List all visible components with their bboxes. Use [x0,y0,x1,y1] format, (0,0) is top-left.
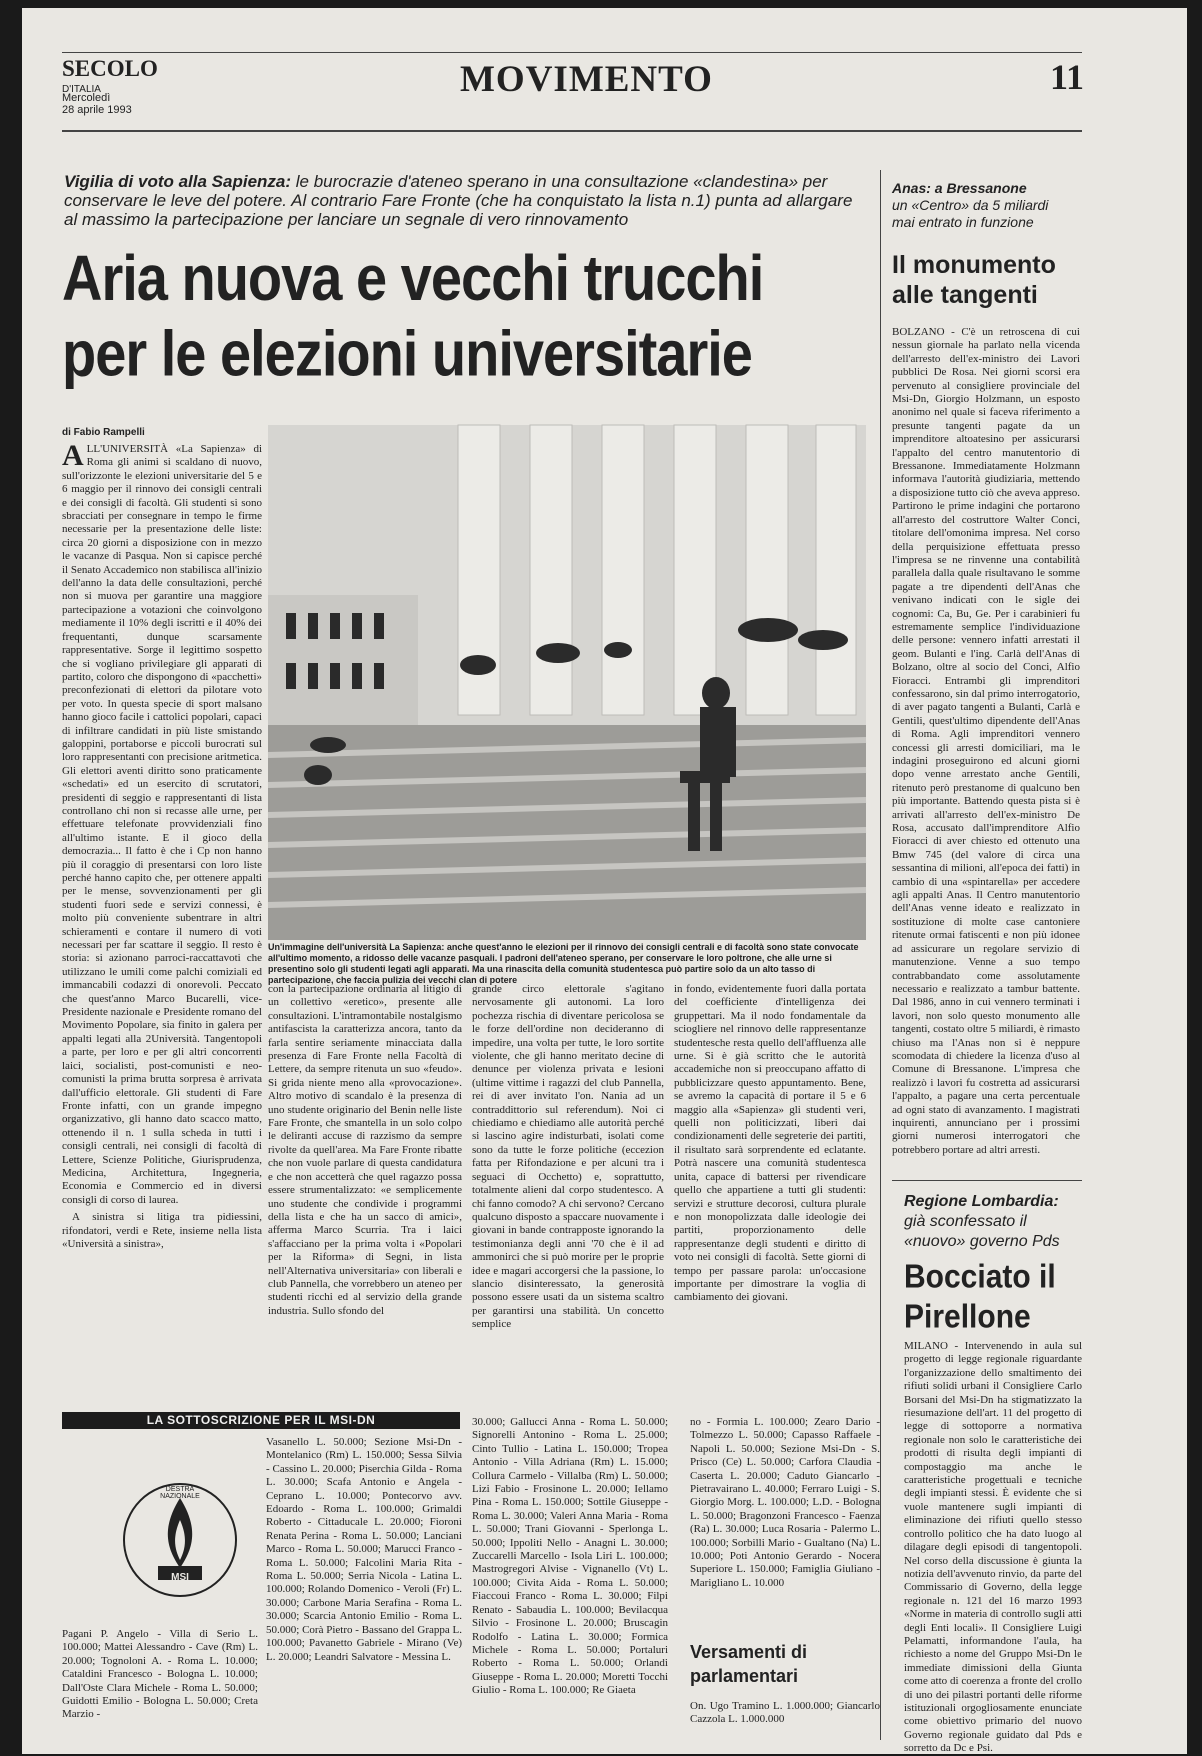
section-title: MOVIMENTO [460,59,713,100]
main-col-2: con la partecipazione ordinaria al litigio di un collettivo «eretico», presente alle consultazioni. L'intramontabile nostalgismo antifascista la caratterizza ancora, tanto da farla sentire seriamente minacciata dalla presenza di Fare Fronte nella Facoltà di Lettere, da sempre ritenuta un suo «feudo». Si grida niente meno alla «provocazione». Altro motivo di scandalo è la presenza di uno studente originario del Benin nelle liste Fare Fronte, che smantella in un solo colpo le deliranti accuse di razzismo da sempre rivolte da quell'area. Ma Fare Fronte ribatte che non vuole parlare di questa candidatura e che non accetterà che quel ragazzo possa essere strumentalizzato: «e semplicemente uno studente che condivide i programmi della lista e che ha un sacco di amici», afferma Marco Scurria. Tra i laici s'affacciano per la prima volta i «Popolari per la Riforma» di Segni, in lista nell'Alternativa universitaria» con liberali e club Pannella, che vorrebbero un ateneo per studenti ricchi ed al servizio della grande industria. Sullo sfondo del [268,983,462,1317]
page-number: 11 [1050,57,1085,97]
byline: di Fabio Rampelli [62,427,145,438]
lombardia-rule [892,1180,1082,1181]
masthead-date: Mercoledì 28 aprile 1993 [62,92,132,116]
main-col-1: ALL'UNIVERSITÀ «La Sapienza» di Roma gli animi si scaldano di nuovo, sull'orizzonte le elezioni universitarie del 5 e 6 maggio per il rinnovo dei consigli centrali e dei consigli di facoltà. Gli studenti si sono sbracciati per consegnare in tempo le firme necessarie per la presentazione delle liste: circa 20 giorni a disposizione con in mezzo le vacanze di Pasqua. Non si capisce perché il Senato Accademico non stabilisca all'inizio dell'anno la data delle consultazioni, perché non si muova per garantire una maggiore partecipazione a votazioni che coinvolgono mediamente il 10% degli iscritti e il 40% dei frequentanti, dunque scarsamente rappresentative. Sorge il legittimo sospetto che si vogliano privilegiare gli apparati di partito, coloro che dispongono di «pacchetti» preconfezionati di elettori da pilotare voto per voto. In questa specie di sport malsano hanno gioco facile i cattolici popolari, capaci di infiltrare candidati in più liste smistando galoppini, portaborse e piccoli burocrati sul loro rappresentanti con precisione aritmetica. Gli elettori aventi diritto sono praticamente «schedati» ed un esercito di scrutatori, presidenti di seggio e rappresentanti di lista controllano chi non si recasse alle urne, per effettuare telefonate provvidenziali fino all'ultimo istante. E il gioco della democrazia... Il fatto è che i Cp non hanno più il coraggio di presentarsi con loro liste perché hanno capito che, per ottenere appalti per le mense, sovvenzionamenti per gli studenti fuori sede e servizi connessi, è molto più conveniente subentrare in altri schieramenti e contare il numero di voti necessari per far scattare il seggio. Il resto è storia: si azionano parroci-raccattavoti che utilizzano le umili come palchi comiziali ed immancabili codazzi di onorevoli. Peccato che quest'anno Marco Bucarelli, vice-Presidente nazionale e Presidente romano del Movimento Popolare, sia finito in galera per appalti legati alla 2Università. Tangentopoli a parte, per loro e per gli altri concorrenti laici, socialisti, post-comunisti e neo-comunisti la prima brutta sorpresa è arrivata dall'ufficio elettorale. Gli studenti di Fare Fronte infatti, con un grande impegno organizzativo, gli hanno dato scacco matto, ottenendo il n. 1 sulla scheda in tutti i consigli centrali, nei consigli di facoltà di Lettere, Scienze Politiche, Giurisprudenza, Medicina, Architettura, Ingegneria, Economia e Commercio ed in diversi consigli di corso di laurea. A sinistra si litiga tra pidiessini, rifondatori, verdi e Rete, insieme nella lista «Università a sinistra», [62,439,262,1250]
main-headline: Aria nuova e vecchi trucchi per le elezioni universitarie [62,241,764,390]
subscription-col-3: 30.000; Gallucci Anna - Roma L. 50.000; Signorelli Antonino - Roma L. 25.000; Cinto Tullio - Latina L. 150.000; Tropea Antonio - Villa Adriana (Rm) L. 15.000; Collura Carmelo - Villalba (Rm) L. 50.000; Lizi Fabio - Frosinone L. 20.000; Iellamo Pina - Roma L. 150.000; Sottile Giuseppe - Roma L. 30.000; Valeri Anna Maria - Roma L. 50.000; Trani Giovanni - Sperlonga L. 50.000; Ippoliti Nello - Anagni L. 30.000; Zuccarelli Marcello - Isola Liri L. 100.000; Mastrogregori Alvise - Vignanello (Vt) L. 100.000; Civita Aida - Roma L. 50.000; Fiaccoui Franco - Roma L. 30.000; Filpi Renato - Sabaudia L. 100.000; Bevilacqua Silvio - Frosinone L. 20.000; Bruscagin Rodolfo - Latina L. 30.000; Formica Michele - Roma L. 50.000; Portaluri Roberto - Roma L. 50.000; Orlandi Giuseppe - Roma L. 20.000; Moretti Tocchi Giulio - Roma L. 100.000; Re Giaeta [472,1416,668,1697]
subscription-col-4: no - Formia L. 100.000; Zearo Dario - Tolmezzo L. 50.000; Capasso Raffaele - Napoli L. 50.000; Sezione Msi-Dn - S. Prisco (Ce) L. 50.000; Carfora Claudia - Caserta L. 20.000; Caduto Giancarlo - Pietravairano L. 40.000; Ferraro Luigi - S. Giorgio Morg. L. 100.000; L.D. - Bologna L. 50.000; Bragonzoni Francesco - Faenza (Ra) L. 30.000; Luca Rosaria - Palermo L. 100.000; Sorbilli Mario - Gualtano (Na) L. 10.000; Poti Antonio Gerardo - Nocera Superiore L. 150.000; Famiglia Giuliano - Marigliano L. 10.000 [690,1416,880,1589]
lombardia-kicker: Regione Lombardia: già sconfessato il «nuovo» governo Pds [904,1193,1060,1250]
masthead-rule-bottom [62,130,1082,132]
versamenti-headline: Versamenti di parlamentari [690,1642,808,1686]
column-divider-right [880,170,881,1740]
lombardia-headline: Bocciato il Pirellone [904,1259,1056,1335]
anas-headline: Il monumento alle tangenti [892,251,1056,309]
subscription-col-1: Pagani P. Angelo - Villa di Serio L. 100.000; Mattei Alessandro - Cave (Rm) L. 20.000; Tognoloni A. - Roma L. 10.000; Cataldini Francesco - Bologna L. 10.000; Dall'Oste Clara Michele - Roma L. 50.000; Guidotti Emilio - Bologna L. 50.000; Creta Marzio - [62,1628,258,1721]
main-col-3: grande circo elettorale s'agitano nervosamente gli autonomi. La loro pochezza rischia di diventare pericolosa se le forze dell'ordine non decideranno di impedire, una volta per tutte, le loro sortite violente, che gli hanno meritato decine di denunce per violenza privata e lesioni (ultime vittime i ragazzi del club Pannella, rei di aver invitato l'on. Nania ad un contraddittorio sul referendum). Noi ci chiediamo e chiediamo alle autorità perché si lascino agire indisturbati, isolati come sono da tutte le forze politiche (eccezion fatta per Rifondazione e per alcuni tra i seguaci di Occhetto) e, soprattutto, totalmente alieni dal corpo studentesco. A chi fanno comodo? A chi servono? Cercano qualcuno disposto a spaccare nuovamente i giovani in bande contrapposte ignorando la testimonianza degli anni '70 che è il ad ammonirci che si può morire per le proprie idee e magari accorgersi che la passione, lo slancio disinteressato, la generosità possono essere usati da un sistema scaltro per garantirsi una stabilità. Un concetto semplice [472,983,664,1331]
masthead-logo: SECOLO D'ITALIA [62,56,158,95]
logo-label: MSI [171,1572,189,1583]
subscription-banner: LA SOTTOSCRIZIONE PER IL MSI-DN [62,1412,460,1429]
main-kicker: Vigilia di voto alla Sapienza: le burocrazie d'ateneo sperano in una consultazione «clandestina» per conservare le leve del potere. Al contrario Fare Fronte (che ha conquistato la lista n.1) punta ad allargare al massimo la partecipazione per lanciare un segnale di vero rinnovamento [64,172,853,229]
anas-kicker: Anas: a Bressanone un «Centro» da 5 miliardi mai entrato in funzione [892,180,1049,230]
university-photo [268,425,866,940]
anas-body: BOLZANO - C'è un retroscena di cui nessun giornale ha parlato nella vicenda dell'arresto dell'ex-ministro dei Lavori pubblici De Rosa. Nei giorni scorsi era pervenuto al consigliere provinciale del Msi-Dn, Giorgio Holzmann, un esposto anonimo nel quale si faceva riferimento a presunte tangenti pagate da un imprenditore altoatesino per assicurarsi l'appalto del centro manutentorio di Bressanone. Immediatamente Holzmann informava l'autorità giudiziaria, mettendo a disposizione tutto ciò che aveva appreso. Partirono le prime indagini che portarono all'arresto del costruttore Walter Conci, titolare dell'omonima impresa. Nel corso della perquisizione effettuata presso l'impresa se ne rinvenne una contabilità parallela dalla quale risultavano le somme pagate a tre dipendenti dell'Anas che venivano indicati con le sigle dei cognomi: Ca, Bu, Ge. Per i carabinieri fu estremamente semplice l'individuazione delle persone: vennero infatti arrestati il geom. Bulanti e l'ing. Carlà dell'Anas di Bolzano, oltre al socio del Conci, Alfio Fioracci. Entrambi gli imprenditori confessarono, sin dal primo interrogatorio, di aver pagato tangenti a Bulanti, Carlà e Gentili, quest'ultimo dipendente dell'Anas di Roma. Agli imprenditori vennero concessi gli arresti domiciliari, ma le indagini proseguirono ed alcuni giorni dopo venne arrestato anche Gentili, ritenuto però prestanome di qualcuno ben più importante. Battendo questa pista si è arrivati all'arresto dell'ex-ministro De Rosa, accusato dall'imprenditore Alfio Fioracci di aver chiesto ed ottenuto una Bmw 745 (del valore di circa una sessantina di milioni, all'epoca dei fatti) in cambio di una «spintarella» per accedere agli appalti Anas. Il Centro manutentorio dell'Anas venne ideato e realizzato in sostituzione di molte case cantoniere ritenute ormai fatiscenti e non più idonee ad assicurare un regolare servizio di manutenzione. Venne a suo tempo contrabbandato come assolutamente necessario e realizzato a tambur battente. Dal 1986, anno in cui vennero terminati i lavori, non solo questo monumento alle tangenti, costato oltre 5 miliardi, è rimasto chiuso ma l'Anas non si è neppure scomodata di chiedere la licenza d'uso al Comune di Bressanone. L'impresa che realizzò i lavori fu costretta ad assicurarsi l'appalto, a pagare una certa percentuale ad ogni stato di avanzamento. I magistrati inquirenti, annunciano per i prossimi giorni numerosi interrogatori che potrebbero portare ad altri arresti. [892,326,1080,1156]
photo-caption: Un'immagine dell'università La Sapienza: anche quest'anno le elezioni per il rinnovo dei consigli centrali e di facoltà sono state convocate all'ultimo momento, a ridosso delle vacanze pasquali. I padroni dell'ateneo sperano, per conservare le loro poltrone, che alle urne si presentino solo gli studenti legati agli apparati. Ma una rinascita della comunità studentesca può partire solo da un alto tasso di partecipazione, che faccia pulizia dei vecchi clan di potere [268,942,859,985]
masthead-rule [62,52,1082,53]
logo-text: DESTRA NAZIONALE [160,1486,200,1500]
main-col-4: in fondo, evidentemente fuori dalla portata del coefficiente d'intelligenza dei gruppettari. Ma il nodo fondamentale da sciogliere nel rinnovo delle rappresentanze studentesche resta quello dell'affluenza alle urne. Si è già scritto che le autorità accademiche non si preoccupano affatto di pubblicizzare questo appuntamento. Bene, se avremo la capacità di portare il 5 e 6 maggio alla «Sapienza» gli studenti veri, quelli non politicizzati, liberi dai condizionamenti delle segreterie dei partiti, il risultato sarà sorprendente ed eclatante. Potrà nascere una comunità studentesca unita, capace di battersi per rivendicare quello che appartiene a tutti gli studenti: servizi e strutture decorosi, cultura plurale e non monopolizzata dalle ideologie dei partiti, proporzionamento delle rappresentanze degli studenti e diritto di voto nei consigli di facoltà. Sette giorni di tempo per passare parola: un'occasione importante per dimostrare la voglia di cambiamento dei giovani. [674,983,866,1304]
subscription-col-2: Vasanello L. 50.000; Sezione Msi-Dn - Montelanico (Rm) L. 150.000; Sessa Silvia - Cassino L. 20.000; Piserchia Gilda - Roma L. 30.000; Scafa Antonio e Angela - Ceprano L. 10.000; Pontecorvo avv. Edoardo - Roma L. 100.000; Grimaldi Roberto - Cittaducale L. 20.000; Fioroni Renata Perina - Roma L. 50.000; Lanciani Marco - Roma L. 50.000; Marucci Franco - Roma L. 50.000; Falcolini Maria Rita - Roma L. 50.000; Serria Nicola - Latina L. 100.000; Rolando Domenico - Veroli (Fr) L. 30.000; Carbone Maria Serafina - Roma L. 30.000; Scarcia Antonio Emilio - Roma L. 50.000; Corà Pietro - Bassano del Grappa L. 100.000; Pavanetto Gabriele - Mirano (Ve) L. 20.000; Leandri Salvatore - Messina L. [266,1436,462,1663]
versamenti-body: On. Ugo Tramino L. 1.000.000; Giancarlo Cazzola L. 1.000.000 [690,1700,880,1726]
lombardia-body: MILANO - Intervenendo in aula sul progetto di legge regionale riguardante l'organizzazione dello smaltimento dei rifiuti solidi urbani il Consigliere Carlo Borsani del Msi-Dn ha stigmatizzato la riesumazione dell'art. 11 del progetto di legge di sottoporre a normativa regionale non solo le caratteristiche dei prodotti di risulta degli impianti di compostaggio ma anche le caratteristiche progettuali e tecniche degli impianti stessi. È evidente che si vuole mantenere sugli impianti di eliminazione dei rifiuti quello stesso controllo politico che ha dato luogo al dilagare degli episodi di tangentopoli. Nel corso della discussione è giunta la notizia dell'avvenuto rinvio, da parte del Commissario di Governo, della legge regionale n. 121 del 16 marzo 1993 «Norme in materia di controllo sugli atti degli Enti locali». Il Consigliere Luigi Pelamatti, informandone l'aula, ha richiesto a nome del Gruppo Msi-Dn le immediate dimissioni della Giunta come atto di coerenza a fronte del crollo di uno dei pilastri portanti delle riforme istituzionali orgogliosamente enunciate come obiettivo primario del nuovo Governo regionale guidato dal Pds e sorretto da Dc e Psi. [904,1340,1082,1755]
